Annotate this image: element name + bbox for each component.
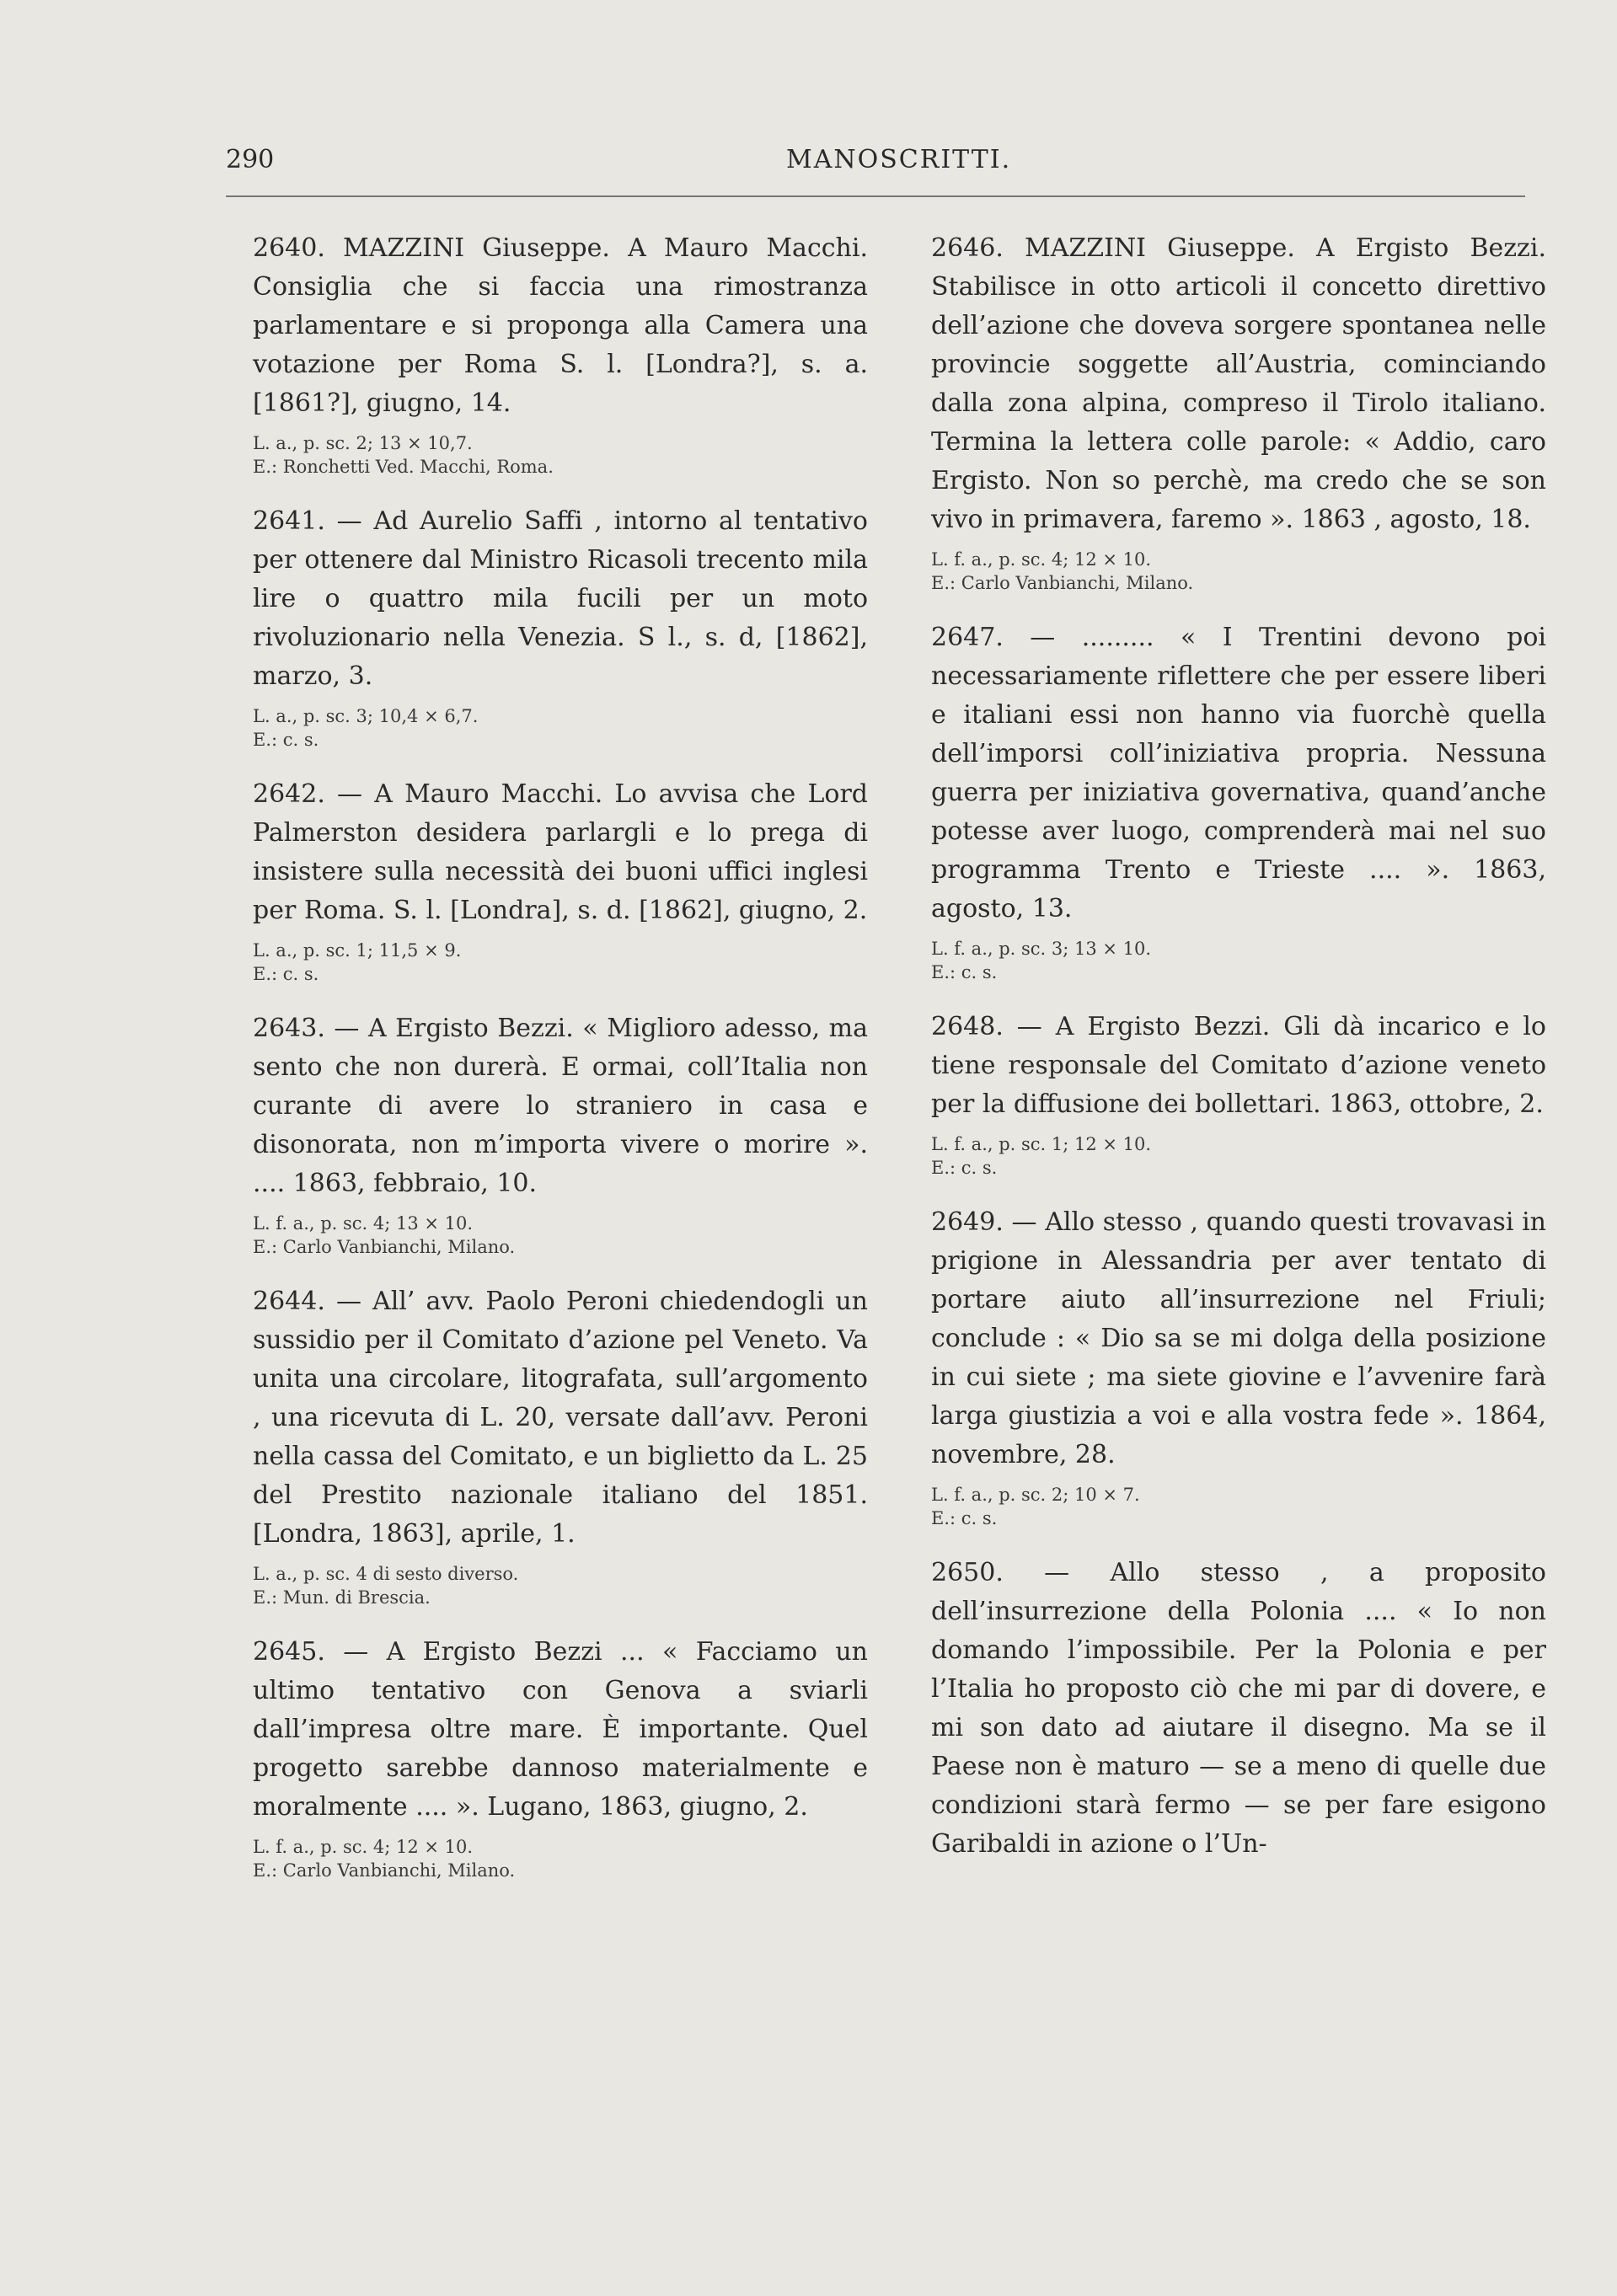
entry-meta-line: L. f. a., p. sc. 1; 12 × 10. xyxy=(931,1134,1152,1154)
entry-meta xyxy=(931,1132,1546,1180)
entry-meta-line: L. f. a., p. sc. 3; 13 × 10. xyxy=(931,939,1152,959)
entry-meta-line: E.: Mun. di Brescia. xyxy=(253,1587,431,1608)
page-number: 290 xyxy=(226,145,275,174)
entry-text: 2644. — All’ avv. Paolo Peroni chiedendogli un sussidio per il Comitato d’azione pel Veneto. Va unita una circolare, litografata, sull’argomento , una ricevuta di L. 20, versate dall’avv. Peroni nella cassa del Comitato, e un biglietto da L. 25 del Prestito nazionale italiano del 1851. [Londra, 1863], aprile, 1. xyxy=(253,1287,868,1549)
entry-text: 2650. — Allo stesso , a proposito dell’insurrezione della Polonia .... « Io non domando l’impossibile. Per la Polonia e per l’Italia ho proposto ciò che mi par di dovere, e mi son dato ad aiutare il disegno. Ma se il Paese non è maturo — se a meno di quelle due condizioni starà fermo — se per fare esigono Garibaldi in azione o l’Un- xyxy=(931,1558,1546,1859)
entry-meta xyxy=(253,1562,868,1609)
entry-text: 2646. MAZZINI Giuseppe. A Ergisto Bezzi. Stabilisce in otto articoli il concetto direttivo dell’azione che doveva sorgere spontanea nelle provincie soggette all’Austria, cominciando dalla zona alpina, compreso il Tirolo italiano. Termina la lettera colle parole: « Addio, caro Ergisto. Non so perchè, ma credo che se son vivo in primavera, faremo ». 1863 , agosto, 18. xyxy=(931,233,1546,534)
entry-text: 2649. — Allo stesso , quando questi trovavasi in prigione in Alessandria per aver tentato di portare aiuto all’insurrezione nel Friuli; conclude : « Dio sa se mi dolga della posizione in cui siete ; ma siete giovine e l’avvenire farà larga giustizia a voi e alla vostra fede ». 1864, novembre, 28. xyxy=(931,1207,1546,1469)
entry-meta xyxy=(253,704,868,752)
entry-text: 2642. — A Mauro Macchi. Lo avvisa che Lord Palmerston desidera parlargli e lo prega di insistere sulla necessità dei buoni uffici inglesi per Roma. S. l. [Londra], s. d. [1862], giugno, 2. xyxy=(253,779,868,925)
catalog-entry xyxy=(253,1282,868,1609)
entry-meta-line: E.: Carlo Vanbianchi, Milano. xyxy=(253,1860,516,1881)
catalog-entry xyxy=(931,1008,1546,1180)
catalog-entry xyxy=(931,1554,1546,1864)
catalog-entry xyxy=(931,1203,1546,1530)
entry-meta-line: L. f. a., p. sc. 2; 10 × 7. xyxy=(931,1485,1140,1505)
catalog-entry xyxy=(253,775,868,986)
entry-meta-line: E.: c. s. xyxy=(931,962,998,982)
entry-meta xyxy=(253,1212,868,1259)
entry-meta-line: E.: Carlo Vanbianchi, Milano. xyxy=(253,1237,516,1257)
catalog-entry xyxy=(931,618,1546,984)
right-column xyxy=(931,229,1546,1864)
entry-meta xyxy=(931,548,1546,595)
entry-text: 2643. — A Ergisto Bezzi. « Miglioro adesso, ma sento che non durerà. E ormai, coll’Italia non curante di avere lo straniero in casa e disonorata, non m’importa vivere o morire ». .... 1863, febbraio, 10. xyxy=(253,1014,868,1198)
entry-text: 2645. — A Ergisto Bezzi ... « Facciamo un ultimo tentativo con Genova a sviarli dall’impresa oltre mare. È importante. Quel progetto sarebbe dannoso materialmente e moralmente .... ». Lugano, 1863, giugno, 2. xyxy=(253,1637,868,1822)
entry-meta xyxy=(253,939,868,986)
entry-meta-line: L. a., p. sc. 4 di sesto diverso. xyxy=(253,1564,519,1584)
entry-meta-line: L. a., p. sc. 3; 10,4 × 6,7. xyxy=(253,706,479,726)
entry-meta xyxy=(253,1835,868,1882)
left-column xyxy=(253,229,868,1882)
page-header xyxy=(226,145,1525,190)
entry-meta-line: L. a., p. sc. 2; 13 × 10,7. xyxy=(253,433,473,453)
running-title: MANOSCRITTI. xyxy=(786,145,1012,174)
entry-text: 2648. — A Ergisto Bezzi. Gli dà incarico e lo tiene responsale del Comitato d’azione veneto per la diffusione dei bollettari. 1863, ottobre, 2. xyxy=(931,1012,1546,1119)
catalog-entry xyxy=(253,229,868,479)
entry-meta xyxy=(931,1483,1546,1530)
entry-meta-line: E.: Carlo Vanbianchi, Milano. xyxy=(931,573,1194,593)
entry-text: 2647. — ......... « I Trentini devono poi necessariamente riflettere che per essere liberi e italiani essi non hanno via fuorchè quella dell’imporsi coll’iniziativa propria. Nessuna guerra per iniziativa governativa, quand’anche potesse aver luogo, comprenderà mai nel suo programma Trento e Trieste .... ». 1863, agosto, 13. xyxy=(931,623,1546,923)
entry-meta-line: L. a., p. sc. 1; 11,5 × 9. xyxy=(253,940,462,961)
entry-meta-line: E.: c. s. xyxy=(931,1508,998,1528)
catalog-entry xyxy=(253,1633,868,1882)
entry-meta xyxy=(931,937,1546,984)
entry-text: 2641. — Ad Aurelio Saffi , intorno al tentativo per ottenere dal Ministro Ricasoli trecento mila lire o quattro mila fucili per un moto rivoluzionario nella Venezia. S l., s. d, [1862], marzo, 3. xyxy=(253,506,868,691)
entry-meta-line: L. f. a., p. sc. 4; 12 × 10. xyxy=(931,549,1152,570)
entry-meta-line: L. f. a., p. sc. 4; 13 × 10. xyxy=(253,1213,474,1234)
entry-meta-line: E.: c. s. xyxy=(931,1158,998,1178)
header-rule xyxy=(226,195,1525,197)
catalog-entry xyxy=(253,502,868,752)
entry-meta-line: E.: c. s. xyxy=(253,964,319,984)
entry-meta xyxy=(253,431,868,479)
catalog-entry xyxy=(931,229,1546,595)
entry-meta-line: E.: Ronchetti Ved. Macchi, Roma. xyxy=(253,457,554,477)
entry-text: 2640. MAZZINI Giuseppe. A Mauro Macchi. Consiglia che si faccia una rimostranza parlamentare e si proponga alla Camera una votazione per Roma S. l. [Londra?], s. a. [1861?], giugno, 14. xyxy=(253,233,868,418)
entry-meta-line: E.: c. s. xyxy=(253,730,319,750)
entry-meta-line: L. f. a., p. sc. 4; 12 × 10. xyxy=(253,1837,474,1857)
catalog-entry xyxy=(253,1009,868,1259)
